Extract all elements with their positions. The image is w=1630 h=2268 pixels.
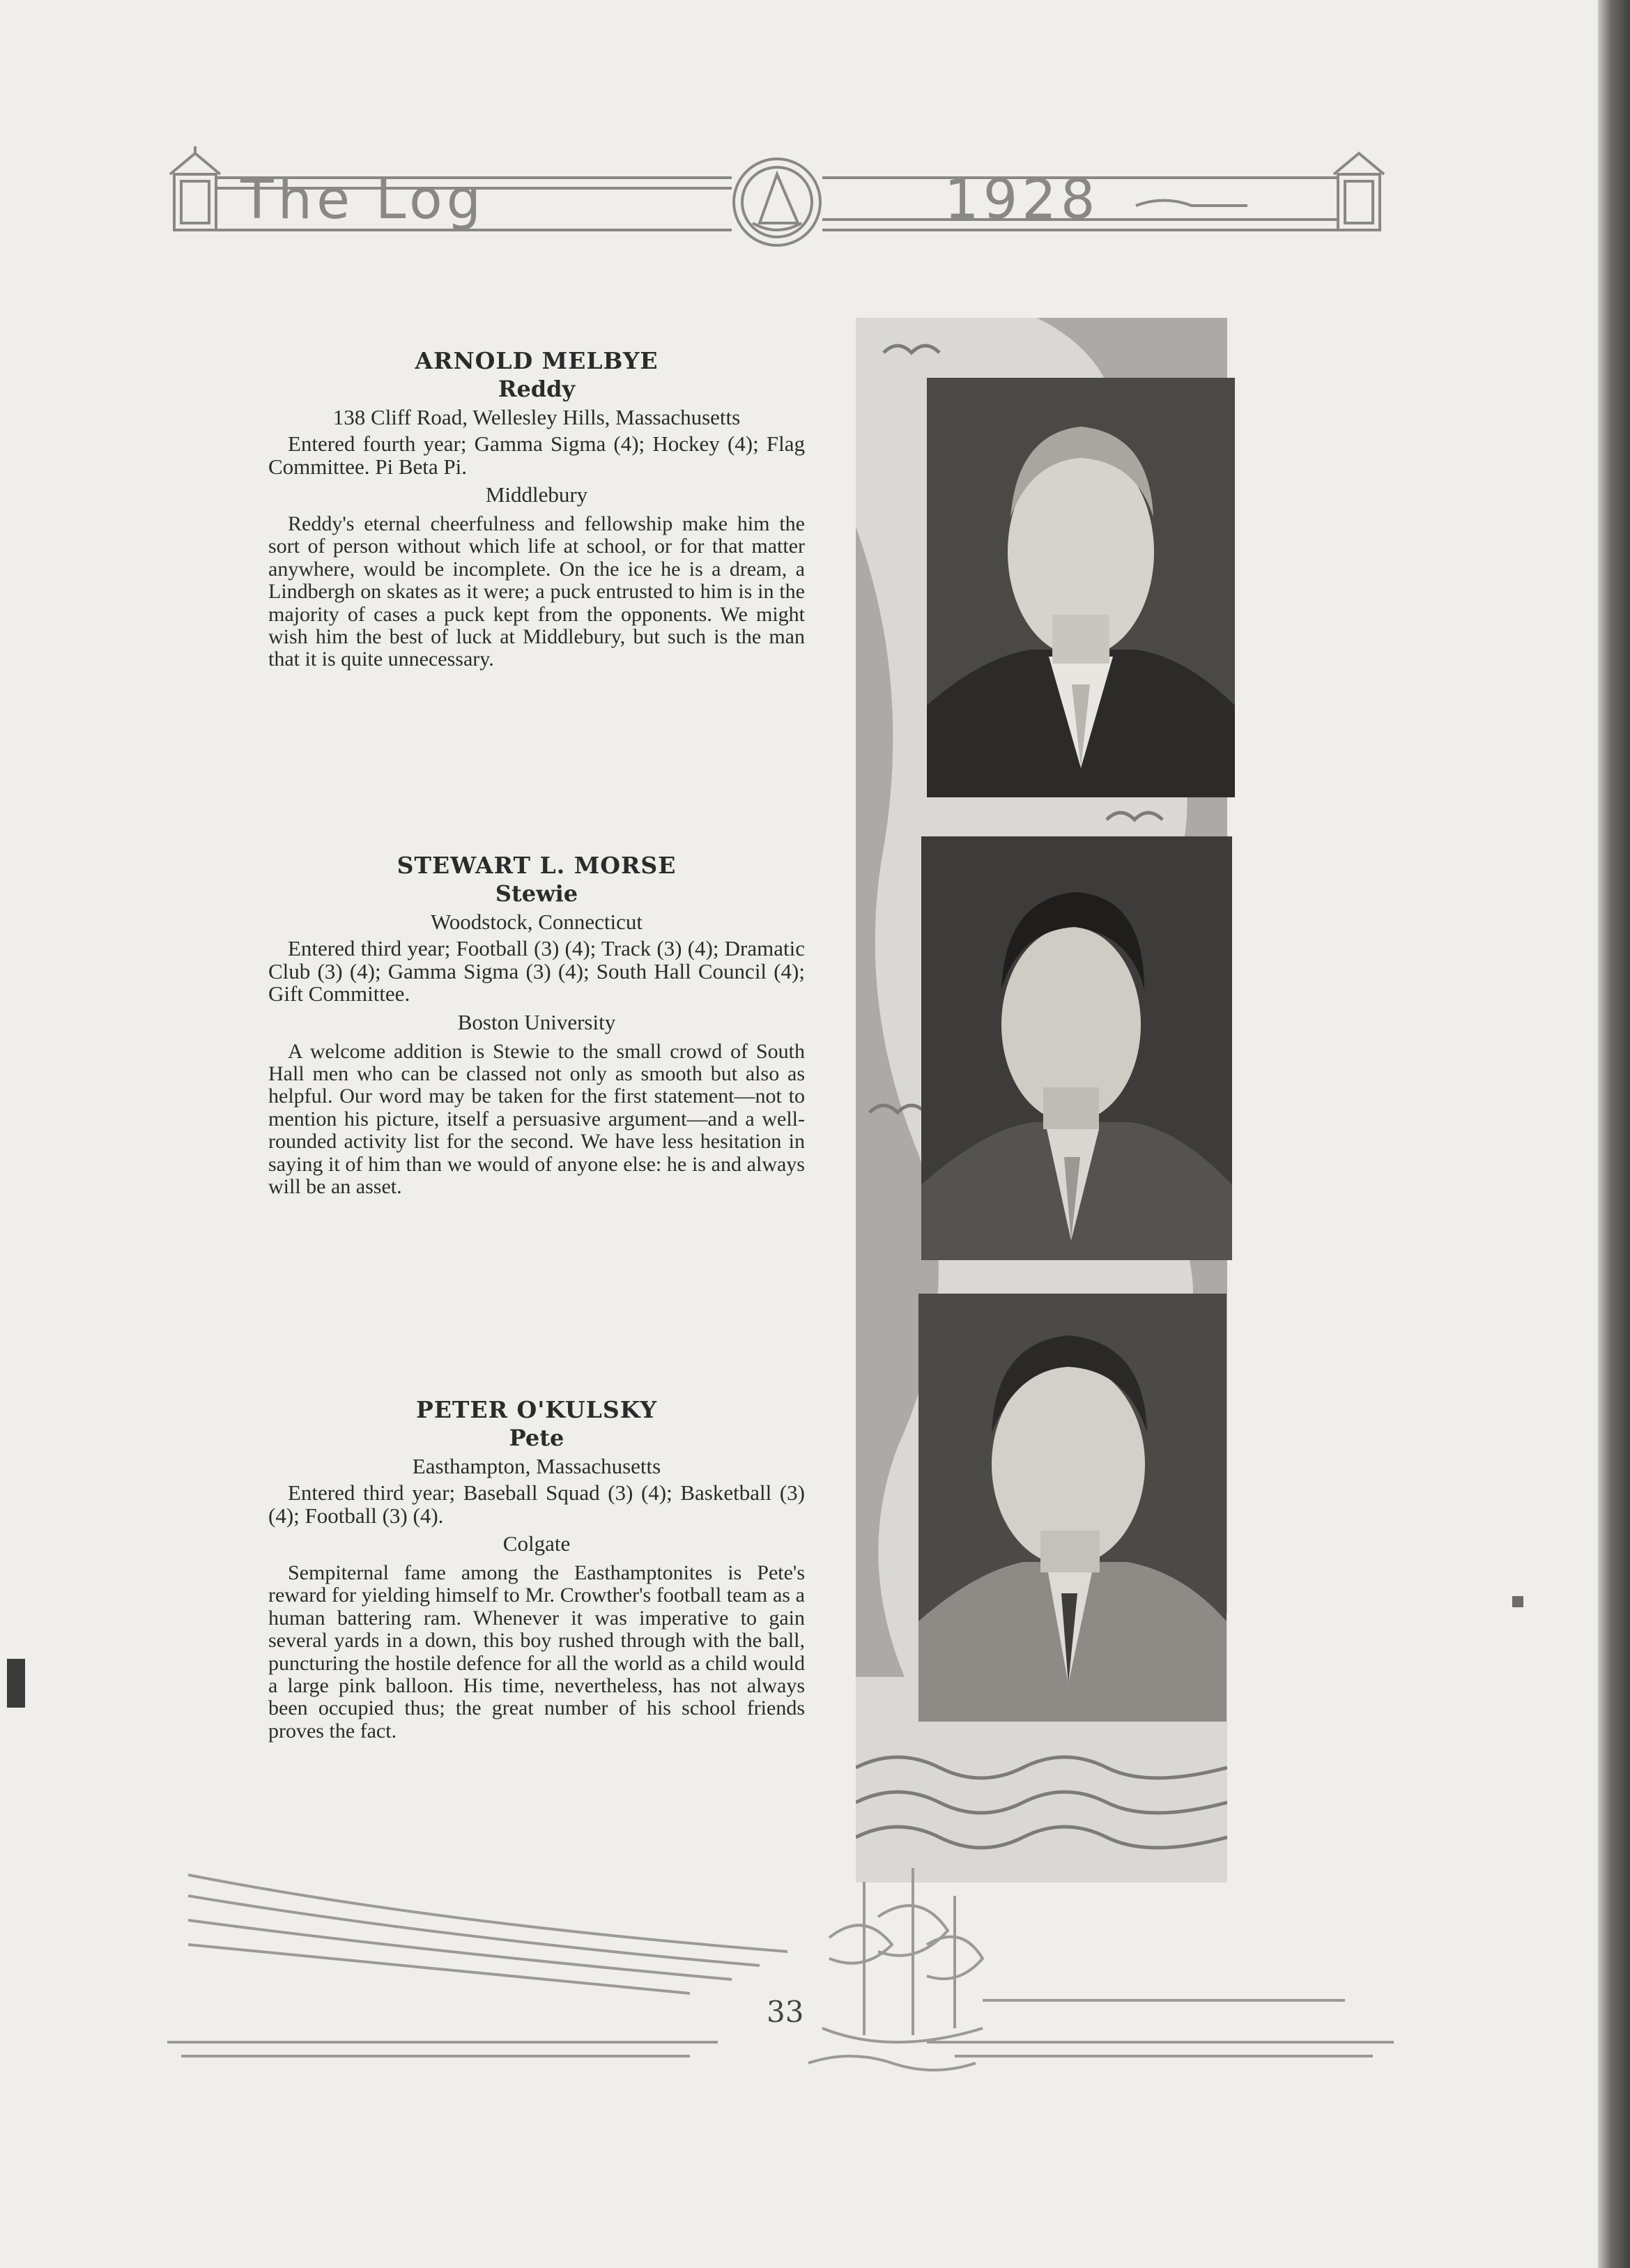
student-hometown: 138 Cliff Road, Wellesley Hills, Massachusetts <box>332 405 741 429</box>
portrait-melbye <box>927 378 1235 797</box>
student-college: Boston University <box>457 1009 616 1034</box>
portrait-morse <box>921 836 1232 1260</box>
student-entry-okulsky <box>268 1396 805 1742</box>
student-college: Colgate <box>502 1531 571 1556</box>
binding-mark <box>7 1659 25 1708</box>
student-activities: Entered third year; Football (3) (4); Track (3) (4); Dramatic Club (3) (4); Gamma Sigma (3) (4); South Hall Council (4); Gift Committee. <box>268 936 805 1006</box>
header-banner <box>160 125 1394 286</box>
student-college: Middlebury <box>485 482 588 507</box>
student-hometown: Easthampton, Massachusetts <box>412 1454 661 1478</box>
header-year: 1928 <box>944 169 1100 231</box>
student-bio: A welcome addition is Stewie to the small crowd of South Hall men who can be classed not only as smooth but also as helpful. Our word may be taken for the first statement—not to mention his picture, itself a persuasive argument—and a well-rounded activity list for the second. We have less hesitation in saying it of him than we would of anyone else: he is and always will be an asset. <box>268 1039 805 1198</box>
student-name: PETER O'KULSKY <box>415 1396 658 1423</box>
student-entry-melbye <box>268 347 805 671</box>
student-bio: Sempiternal fame among the Easthamptonites is Pete's reward for yielding himself to Mr. Crowther's football team as a human battering ram. Whenever it was imperative to gain several yards in a down, this boy rushed through with the ball, puncturing the hostile defence for all the world as a child would a large pink balloon. His time, nevertheless, has not always been occupied thus; the great number of his school friends proves the fact. <box>268 1561 805 1742</box>
header-title: The Log <box>240 169 486 231</box>
student-entry-morse <box>268 852 805 1198</box>
student-nickname: Stewie <box>495 880 578 907</box>
student-hometown: Woodstock, Connecticut <box>430 910 643 934</box>
student-nickname: Pete <box>509 1425 564 1451</box>
student-name: STEWART L. MORSE <box>397 852 677 879</box>
footer-ship-ornament <box>160 1854 1401 2084</box>
student-name: ARNOLD MELBYE <box>415 347 659 374</box>
page-edge-shadow <box>1598 0 1630 2268</box>
page-number: 33 <box>767 1995 804 2029</box>
student-activities: Entered third year; Baseball Squad (3) (4); Basketball (3) (4); Football (3) (4). <box>268 1480 805 1528</box>
student-bio: Reddy's eternal cheerfulness and fellowship make him the sort of person without which life at school, or for that matter anywhere, would be incomplete. On the ice he is a dream, a Lindbergh on skates as it were; a puck entrusted to him is in the majority of cases a puck kept from the opponents. We might wish him the best of luck at Middlebury, but such is the man that it is quite unnecessary. <box>268 512 805 671</box>
portrait-okulsky <box>918 1294 1227 1722</box>
speck-mark <box>1512 1596 1523 1607</box>
student-nickname: Reddy <box>498 376 576 402</box>
student-activities: Entered fourth year; Gamma Sigma (4); Hockey (4); Flag Committee. Pi Beta Pi. <box>268 431 805 479</box>
